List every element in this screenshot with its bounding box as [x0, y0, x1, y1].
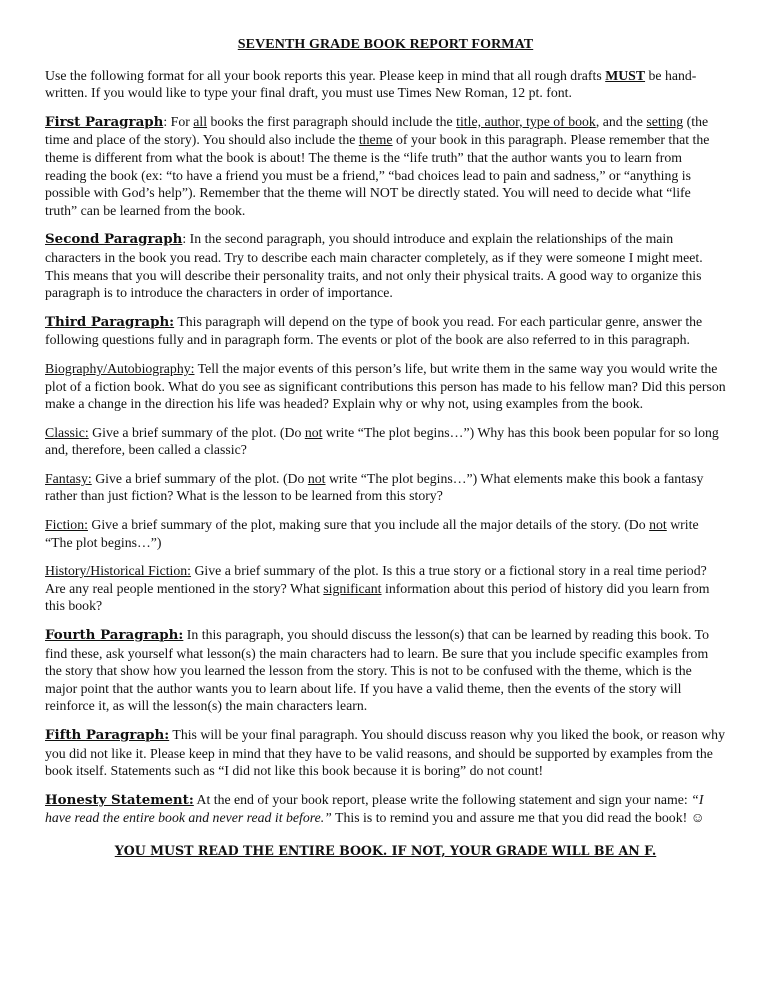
classic-section: [45, 424, 726, 459]
history-section: [45, 562, 726, 615]
fifth-paragraph: [45, 726, 726, 780]
history-significant: significant: [323, 580, 382, 596]
first-text-4: (the time and place of the story). You should also include the: [45, 113, 709, 148]
biography-label: Biography/Autobiography:: [45, 360, 195, 376]
fifth-paragraph-heading: Fifth Paragraph:: [45, 727, 170, 743]
fantasy-label: Fantasy:: [45, 470, 92, 486]
final-notice: YOU MUST READ THE ENTIRE BOOK. IF NOT, YOUR GRADE WILL BE AN F.: [114, 842, 657, 858]
first-text-5: of your book in this paragraph. Please remember that the theme is different from what the book is about! The theme is the “life truth” that the author wants you to learn from reading the book (ex: “to have a friend you must be a friend,” “bad choices lead to pain and sadness,” or “anything is possible with God’s help”). Remember that the theme will NOT be directly stated. You will need to decide what “life truth” can be learned from the book.: [45, 132, 710, 218]
fantasy-section: [45, 470, 726, 505]
classic-not: not: [304, 424, 323, 440]
biography-section: [45, 360, 726, 413]
fourth-paragraph: [45, 626, 726, 715]
first-paragraph: [45, 113, 726, 220]
fifth-text: This will be your final paragraph. You should discuss reason why you liked the book, or reason why you did not like it. Please keep in mind that they have to be valid reasons, and should be supported by examples from the book itself. Statements such as “I did not like this book because it is boring” do not count!: [45, 727, 725, 779]
fiction-section: [45, 516, 726, 551]
fiction-text-1: Give a brief summary of the plot, making sure that you include all the major details of the story. (Do: [87, 517, 650, 533]
fourth-paragraph-heading: Fourth Paragraph:: [45, 627, 184, 644]
honesty-text-2: This is to remind you and assure me that you did read the book!: [331, 810, 691, 826]
history-label: History/Historical Fiction:: [45, 563, 192, 579]
second-paragraph-heading: Second Paragraph: [45, 231, 183, 248]
biography-text: Tell the major events of this person’s life, but write them in the same way you would write the plot of a fiction book. What do you see as significant contributions this person has made to his fellow man? Did this person make a change in the direction his life was headed? Explain why or why not, using examples from the book.: [45, 360, 726, 412]
intro-text-1: Use the following format for all your book reports this year. Please keep in mind that all rough drafts: [45, 67, 606, 83]
fiction-text-2: write “The plot begins…”): [45, 517, 699, 550]
second-text: : In the second paragraph, you should introduce and explain the relationships of the main characters in the book you read. Try to describe each main character completely, as if they were someone I might meet. This means that you will describe their personality traits, and not only their physical traits. A good way to organize this paragraph is to introduce the characters in order of importance.: [45, 231, 703, 301]
intro-paragraph: [45, 67, 726, 102]
page-title: SEVENTH GRADE BOOK REPORT FORMAT: [237, 37, 534, 52]
first-elements: title, author, type of book: [456, 113, 596, 129]
classic-text-1: Give a brief summary of the plot. (Do: [88, 424, 305, 440]
third-paragraph-heading: Third Paragraph:: [45, 313, 175, 330]
first-paragraph-heading: First Paragraph: [45, 113, 164, 130]
third-text: This paragraph will depend on the type of book you read. For each particular genre, answer the following questions fully and in paragraph form. The events or plot of the book are also referred to in this paragraph.: [45, 313, 703, 348]
classic-label: Classic:: [45, 424, 89, 440]
first-setting: setting: [646, 113, 684, 129]
first-theme: theme: [358, 132, 393, 148]
intro-must: MUST: [605, 67, 646, 83]
fiction-label: Fiction:: [45, 517, 88, 533]
history-text-2: information about this period of history did you learn from this book?: [45, 580, 710, 614]
first-text-3: , and the: [595, 113, 647, 129]
second-paragraph: [45, 230, 726, 301]
fantasy-not: not: [307, 470, 326, 486]
intro-text-2: be hand-written. If you would like to type your final draft, you must use Times New Roman, 12 pt. font.: [45, 67, 697, 101]
first-text-2: books the first paragraph should include the: [207, 113, 457, 129]
honesty-heading: Honesty Statement:: [45, 791, 194, 808]
smiley-icon: ☺: [690, 810, 705, 826]
history-text-1: Give a brief summary of the plot. Is this a true story or a fictional story in a real time period? Are any real people mentioned in the story? What: [45, 563, 707, 596]
honesty-paragraph: [45, 791, 726, 827]
fiction-not: not: [649, 517, 667, 533]
honesty-text-1: At the end of your book report, please write the following statement and sign your name:: [193, 791, 692, 807]
classic-text-2: write “The plot begins…”) Why has this book been popular for so long and, therefore, been called a classic?: [45, 424, 719, 458]
fantasy-text-1: Give a brief summary of the plot. (Do: [91, 470, 308, 486]
first-text-1: : For: [163, 113, 194, 129]
first-all: all: [193, 113, 208, 129]
third-paragraph: [45, 313, 726, 349]
fourth-text: In this paragraph, you should discuss the lesson(s) that can be learned by reading this book. To find these, ask yourself what lesson(s) the main characters had to learn. Be sure that you include specific examples from the story that show how you learned the lesson from the story. This is not to be confused with the theme, which is the major point that the author wants you to learn about life. If you have a valid theme, then the events of the story will reinforce it, as will the lesson(s) the main characters learn.: [45, 627, 709, 714]
fantasy-text-2: write “The plot begins…”) What elements make this book a fantasy rather than just fiction? What is the lesson to be learned from this story?: [45, 470, 704, 504]
honesty-quote: “I have read the entire book and never read it before.”: [45, 791, 704, 826]
